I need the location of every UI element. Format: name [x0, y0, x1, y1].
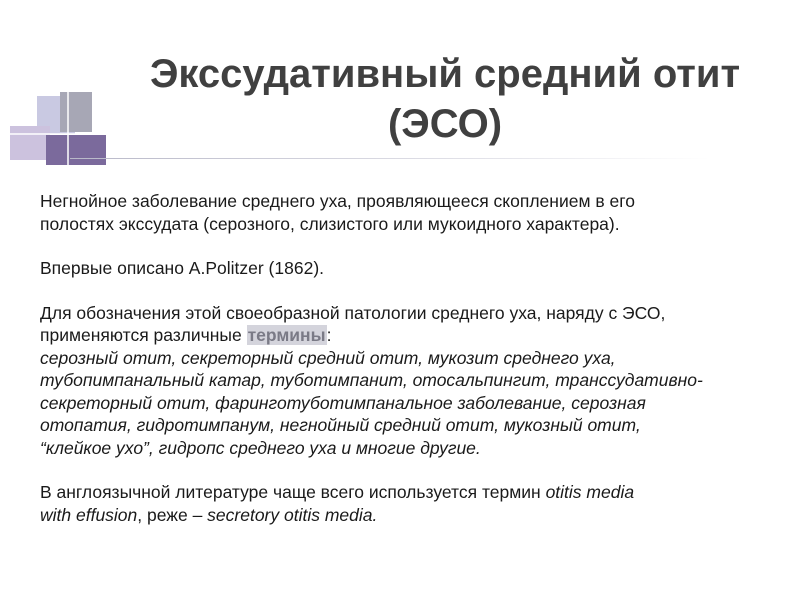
definition-line: полостях экссудата (серозного, слизистого или мукоидного характера).: [40, 213, 620, 234]
terms-highlight: термины: [247, 325, 326, 345]
terms-colon: :: [326, 325, 332, 345]
terms-intro-text: применяются различные: [40, 325, 247, 345]
english-term: secretory otitis media.: [207, 504, 378, 525]
english-term: otitis media: [545, 482, 635, 502]
slide-title-line1: Экссудативный средний отит: [149, 52, 741, 96]
terms-list-line: серозный отит, секреторный средний отит, мукозит среднего уха,: [40, 347, 616, 368]
terms-intro-line: Для обозначения этой своеобразной патологии среднего уха, наряду с ЭСО,: [40, 302, 666, 323]
definition-paragraph: [40, 190, 780, 235]
terms-list-line: секреторный отит, фаринготуботимпанальное заболевание, серозная: [40, 392, 646, 413]
history-text: Впервые описано A.Politzer (1862).: [40, 258, 325, 278]
slide-title-line2: (ЭСО): [387, 102, 503, 146]
english-term: with effusion: [40, 504, 138, 525]
title-divider: [70, 158, 710, 159]
english-text: В англоязычной литературе чаще всего используется термин: [40, 482, 546, 502]
terms-list-line: “клейкое ухо”, гидропс среднего уха и многие другие.: [40, 437, 481, 458]
terms-list-line: отопатия, гидротимпанум, негнойный средний отит, мукозный отит,: [40, 415, 641, 435]
terms-list-line: тубопимпанальный катар, туботимпанит, отосальпингит, транссудативно-: [40, 370, 703, 390]
history-paragraph: [40, 257, 780, 280]
english-text: , реже –: [137, 504, 208, 525]
slide-body: [40, 190, 780, 548]
decorative-squares: [0, 0, 130, 190]
terms-paragraph: [40, 302, 780, 460]
english-term-paragraph: [40, 481, 780, 526]
definition-line: Негнойное заболевание среднего уха, проявляющееся скоплением в его: [40, 191, 635, 211]
